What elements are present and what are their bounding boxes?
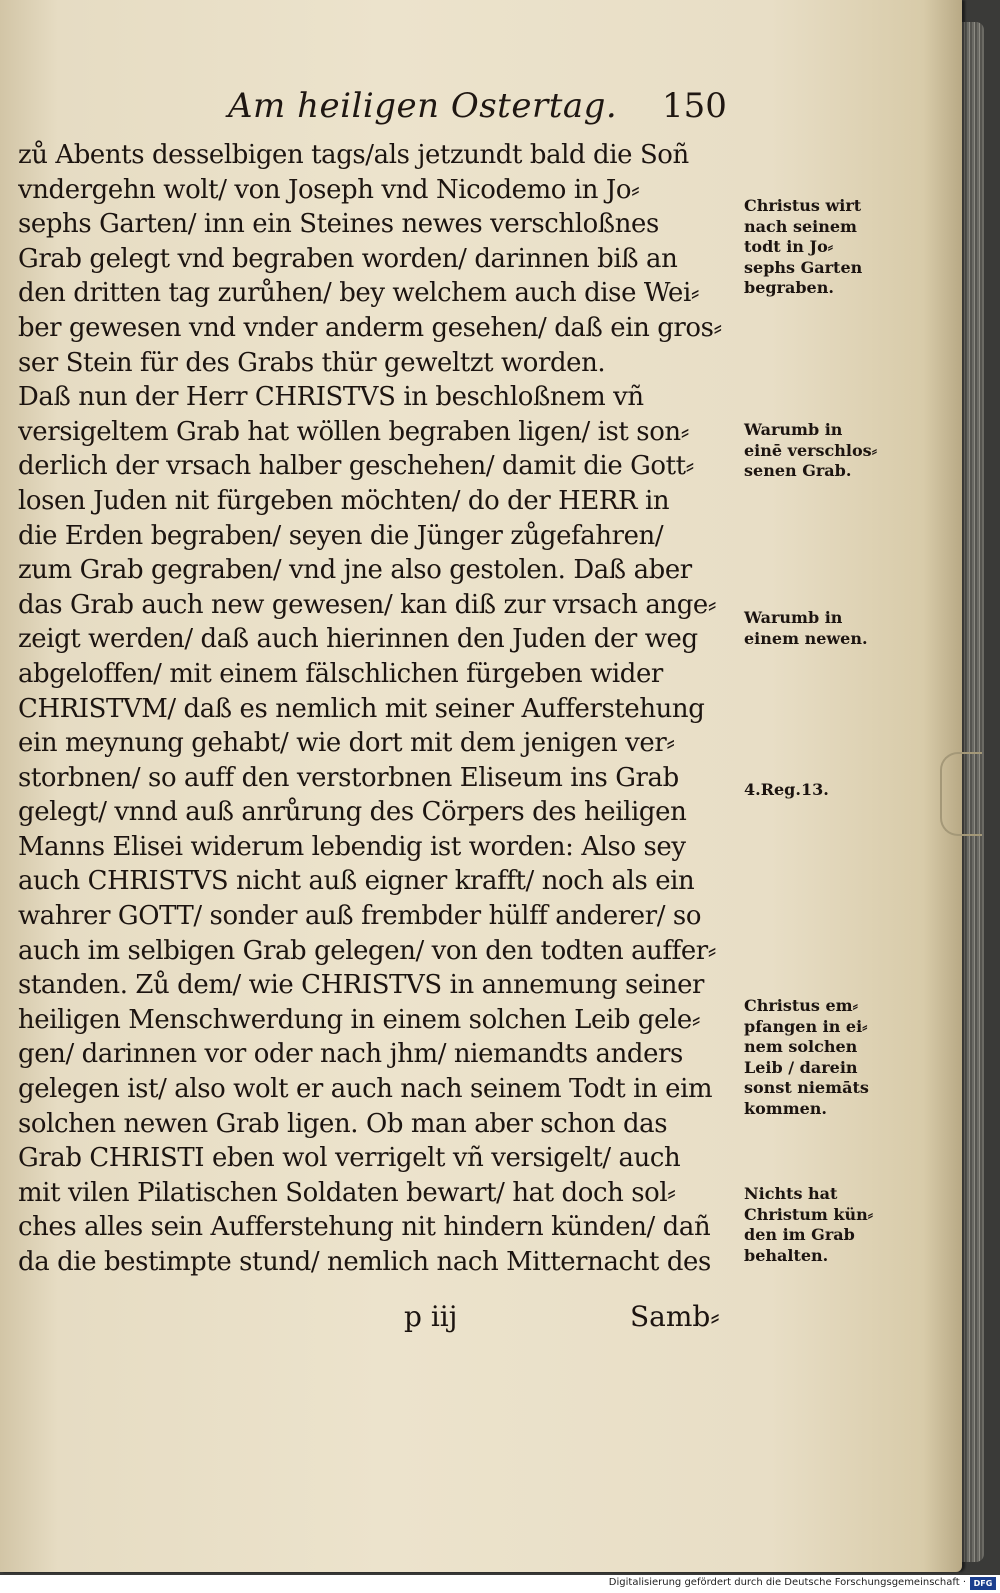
dfg-logo: DFG: [970, 1577, 996, 1590]
text-line: die Erden begraben/ seyen die Jünger zůgefahren/: [18, 520, 664, 551]
margin-note-line: sephs Garten: [744, 257, 863, 277]
margin-note-line: pfangen in ei⸗: [744, 1016, 868, 1036]
text-line: zum Grab gegraben/ vnd jne also gestolen. Daß aber: [18, 555, 692, 586]
page-header: [0, 86, 962, 130]
text-line: losen Juden nit fürgeben möchten/ do der HERR in: [18, 485, 670, 516]
text-line: ches alles sein Aufferstehung nit hindern künden/ dañ: [18, 1212, 711, 1243]
margin-note-line: todt in Jo⸗: [744, 237, 834, 256]
text-line: ber gewesen vnd vnder anderm gesehen/ daß ein gros⸗: [18, 312, 722, 343]
margin-note: [744, 196, 894, 299]
signature-mark: p iij: [404, 1300, 458, 1333]
catchword: Samb⸗: [630, 1300, 720, 1333]
text-line: ein meynung gehabt/ wie dort mit dem jenigen ver⸗: [18, 728, 675, 759]
text-line: standen. Zů dem/ wie CHRISTVS in annemung seiner: [18, 970, 705, 1001]
margin-note-line: Leib / darein: [744, 1057, 858, 1077]
text-line: derlich der vrsach halber geschehen/ damit die Gott⸗: [18, 451, 694, 482]
text-line: wahrer GOTT/ sonder auß frembder hülff anderer/ so: [18, 901, 702, 932]
margin-note-line: kommen.: [744, 1098, 827, 1118]
margin-note-line: senen Grab.: [744, 461, 852, 480]
text-line: sephs Garten/ inn ein Steines newes verschloßnes: [18, 209, 659, 240]
text-line: vndergehn wolt/ von Joseph vnd Nicodemo in Jo⸗: [18, 174, 640, 205]
margin-note-line: einē verschlos⸗: [744, 440, 878, 460]
main-text-column: [18, 138, 738, 1280]
margin-note: [744, 608, 894, 649]
text-line: da die bestimpte stund/ nemlich nach Mitternacht des: [18, 1247, 711, 1277]
text-line: Grab gelegt vnd begraben worden/ darinnen biß an: [18, 243, 678, 274]
margin-note-line: nach seinem: [744, 216, 857, 236]
folio-number: 150: [662, 86, 727, 126]
margin-note: [744, 420, 894, 482]
margin-note-line: behalten.: [744, 1245, 829, 1265]
text-line: Grab CHRISTI eben wol verrigelt vñ versigelt/ auch: [18, 1143, 681, 1174]
text-line: auch im selbigen Grab gelegen/ von den todten auffer⸗: [18, 935, 717, 966]
margin-note: [744, 780, 894, 801]
margin-note-line: einem newen.: [744, 628, 868, 648]
text-line: mit vilen Pilatischen Soldaten bewart/ hat doch sol⸗: [18, 1177, 676, 1208]
text-line: ser Stein für des Grabs thür geweltzt worden.: [18, 347, 606, 378]
margin-note-line: nem solchen: [744, 1037, 858, 1056]
margin-note-line: Christus wirt: [744, 196, 862, 215]
text-line: gen/ darinnen vor oder nach jhm/ niemandts anders: [18, 1039, 683, 1070]
text-line: storbnen/ so auff den verstorbnen Eliseum ins Grab: [18, 762, 679, 793]
margin-note-line: Warumb in: [744, 608, 843, 627]
page-footer: [0, 1300, 962, 1340]
margin-note-line: 4.Reg.13.: [744, 780, 829, 799]
running-title: Am heiligen Ostertag.: [228, 86, 618, 126]
credit-text: Digitalisierung gefördert durch die Deutsche Forschungsgemeinschaft ·: [608, 1577, 966, 1588]
text-line: den dritten tag zurůhen/ bey welchem auch dise Wei⸗: [18, 278, 700, 309]
margin-note-line: Christum kün⸗: [744, 1204, 874, 1224]
credit-bar: [0, 1575, 1000, 1593]
text-line: Daß nun der Herr CHRISTVS in beschloßnem vñ: [18, 382, 644, 413]
margin-note-line: den im Grab: [744, 1225, 855, 1244]
text-line: zeigt werden/ daß auch hierinnen den Juden der weg: [18, 624, 698, 655]
text-line: versigeltem Grab hat wöllen begraben ligen/ ist son⸗: [18, 416, 689, 447]
page-tab-mark: [940, 752, 982, 836]
text-line: das Grab auch new gewesen/ kan diß zur vrsach ange⸗: [18, 589, 717, 620]
margin-note: [744, 1184, 894, 1266]
text-line: auch CHRISTVS nicht auß eigner krafft/ noch als ein: [18, 866, 695, 897]
margin-note-line: Christus em⸗: [744, 996, 858, 1015]
text-line: CHRISTVM/ daß es nemlich mit seiner Aufferstehung: [18, 693, 705, 724]
margin-note-line: Warumb in: [744, 420, 843, 439]
margin-note-line: Nichts hat: [744, 1184, 838, 1203]
margin-note-line: begraben.: [744, 278, 834, 297]
text-line: gelegen ist/ also wolt er auch nach seinem Todt in eim: [18, 1074, 713, 1105]
text-line: heiligen Menschwerdung in einem solchen Leib gele⸗: [18, 1004, 701, 1035]
text-line: zů Abents desselbigen tags/als jetzundt bald die Soñ: [18, 140, 689, 170]
margin-note: [744, 996, 894, 1119]
text-line: solchen newen Grab ligen. Ob man aber schon das: [18, 1108, 668, 1139]
text-line: abgeloffen/ mit einem fälschlichen fürgeben wider: [18, 658, 663, 689]
margin-note-line: sonst niemāts: [744, 1078, 869, 1097]
text-line: Manns Elisei widerum lebendig ist worden: Also sey: [18, 831, 686, 862]
text-line: gelegt/ vnnd auß anrůrung des Cörpers des heiligen: [18, 797, 687, 828]
